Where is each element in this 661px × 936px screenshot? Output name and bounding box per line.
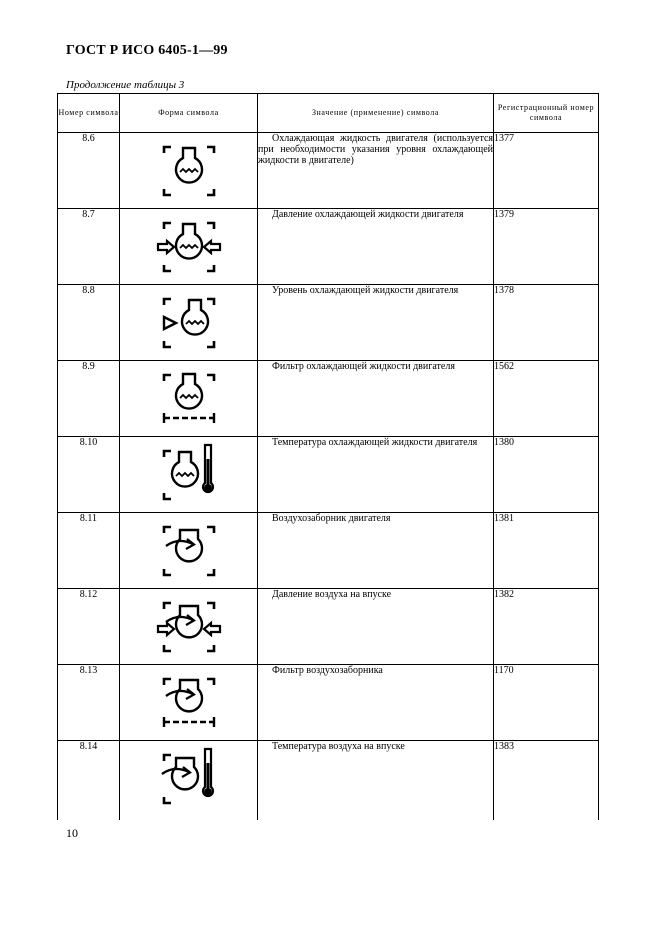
symbol-number: 8.12: [58, 589, 120, 665]
registration-number: 1378: [494, 285, 599, 361]
symbol-cell: [120, 437, 258, 513]
symbol-meaning: Воздухозаборник двигателя: [258, 513, 494, 589]
symbol-number: 8.6: [58, 133, 120, 209]
registration-number: 1377: [494, 133, 599, 209]
symbol-meaning: Фильтр воздухозаборника: [258, 665, 494, 741]
air-intake-temperature-icon: [154, 745, 224, 811]
registration-number: 1562: [494, 361, 599, 437]
symbols-table: [57, 93, 599, 820]
table-row: [58, 513, 599, 589]
symbol-cell: [120, 209, 258, 285]
symbol-meaning: Охлаждающая жидкость двигателя (используется при необходимости указания уровня охлаждающей жидкости в двигателе): [258, 133, 494, 209]
registration-number: 1170: [494, 665, 599, 741]
registration-number: 1379: [494, 209, 599, 285]
symbol-meaning: Уровень охлаждающей жидкости двигателя: [258, 285, 494, 361]
table-row: [58, 285, 599, 361]
symbol-meaning: Давление воздуха на впуске: [258, 589, 494, 665]
coolant-pressure-icon: [154, 213, 224, 279]
table-caption: Продолжение таблицы 3: [66, 79, 185, 91]
coolant-icon: [154, 137, 224, 203]
table-row: [58, 665, 599, 741]
page-header-title: ГОСТ Р ИСО 6405-1—99: [66, 43, 228, 58]
registration-number: 1383: [494, 741, 599, 820]
symbol-number: 8.9: [58, 361, 120, 437]
column-header-meaning: Значение (применение) символа: [258, 94, 494, 133]
symbol-number: 8.7: [58, 209, 120, 285]
column-header-number: Номер символа: [58, 94, 120, 133]
symbol-meaning: Фильтр охлаждающей жидкости двигателя: [258, 361, 494, 437]
symbol-number: 8.13: [58, 665, 120, 741]
symbol-meaning: Давление охлаждающей жидкости двигателя: [258, 209, 494, 285]
table-row: [58, 133, 599, 209]
symbol-cell: [120, 513, 258, 589]
symbol-meaning: Температура воздуха на впуске: [258, 741, 494, 820]
table-row: [58, 361, 599, 437]
table-row: [58, 589, 599, 665]
symbol-cell: [120, 133, 258, 209]
table-header-row: [58, 94, 599, 133]
symbol-number: 8.14: [58, 741, 120, 820]
symbol-number: 8.10: [58, 437, 120, 513]
symbol-number: 8.8: [58, 285, 120, 361]
coolant-temperature-icon: [154, 441, 224, 507]
air-intake-icon: [154, 517, 224, 583]
symbol-cell: [120, 361, 258, 437]
coolant-level-icon: [154, 289, 224, 355]
registration-number: 1382: [494, 589, 599, 665]
symbol-cell: [120, 665, 258, 741]
table-row: [58, 209, 599, 285]
table-row: [58, 741, 599, 820]
symbol-number: 8.11: [58, 513, 120, 589]
registration-number: 1381: [494, 513, 599, 589]
air-intake-filter-icon: [154, 669, 224, 735]
coolant-filter-icon: [154, 365, 224, 431]
symbol-cell: [120, 741, 258, 820]
column-header-reg-number: Регистрационный номер символа: [494, 94, 599, 133]
column-header-symbol: Форма символа: [120, 94, 258, 133]
symbol-cell: [120, 285, 258, 361]
symbol-cell: [120, 589, 258, 665]
registration-number: 1380: [494, 437, 599, 513]
air-intake-pressure-icon: [154, 593, 224, 659]
symbol-meaning: Температура охлаждающей жидкости двигателя: [258, 437, 494, 513]
page-number: 10: [66, 826, 78, 840]
table-row: [58, 437, 599, 513]
